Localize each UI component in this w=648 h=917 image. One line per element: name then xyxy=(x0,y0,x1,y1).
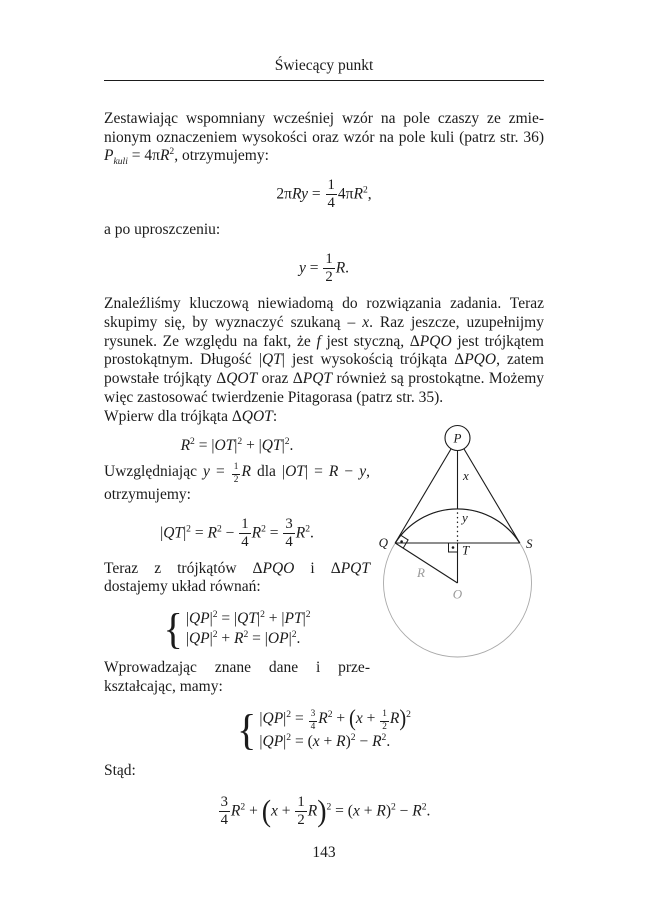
system-1-line-2: $|QP|^2 + R^2 = |OP|^2$. xyxy=(185,629,301,648)
geometry-figure xyxy=(354,411,544,679)
equation-system-2 xyxy=(104,705,544,755)
page-body xyxy=(104,110,544,828)
system-2-lines xyxy=(259,706,411,753)
paragraph-first-triangle: Wpierw dla trójkąta ΔQOT: xyxy=(104,407,278,425)
paragraph-transform: Wprowadzając znane dane i przekształcając, mamy: xyxy=(104,659,370,696)
paragraph-hence: Stąd: xyxy=(104,762,136,780)
equation-cap-area: 2πRy = $\frac{1}{4}$ $4\pi R^2$, xyxy=(276,177,372,212)
page-number: 143 xyxy=(312,844,336,862)
label-O: O xyxy=(452,586,463,602)
system-1-brace: { xyxy=(163,604,183,653)
system-1-lines xyxy=(186,609,311,649)
tangent-line-PS xyxy=(458,438,520,543)
label-R: R xyxy=(417,564,425,580)
right-angle-dot-Q xyxy=(400,540,403,543)
equation-system-1 xyxy=(104,604,370,653)
running-title: Świecący punkt xyxy=(274,57,374,74)
label-x: x xyxy=(463,467,469,483)
label-y: y xyxy=(462,509,468,525)
page-footer xyxy=(104,844,544,863)
equation-final: $\frac{3}{4}$ $R^2 + (x$ + $\frac{1}{2}$ $R)^2 = (x + R)^2 - R^2$. xyxy=(220,793,431,829)
header-rule xyxy=(104,80,544,81)
system-1-line-1: $|QP|^2 = |QT|^2 + |PT|^2$ xyxy=(185,609,311,628)
equation-qt-squared: $|QT|^2 = R^2$ − $\frac{1}{4}$ $R^2$ = $\frac{3}{4}$ $R^2$. xyxy=(160,515,314,550)
paragraph-simplify: a po uproszczeniu: xyxy=(104,221,221,239)
document-page xyxy=(104,0,544,863)
cap-arc xyxy=(395,509,520,543)
label-P: P xyxy=(453,430,462,446)
narrow-text-column xyxy=(104,408,370,697)
paragraph-substitute: Uwzględniając y = $\frac{1}{2}$ R dla |OT| = R − y, otrzymujemy: xyxy=(104,462,370,503)
system-2-line-1: $|QP|^2$ = $\frac{3}{4}$ $R^2 + (x$ + $\frac{1}{2}$ R)$^2$ xyxy=(259,706,411,732)
label-T: T xyxy=(462,542,470,558)
two-column-section xyxy=(104,408,544,697)
system-2 xyxy=(237,705,411,755)
label-Q: Q xyxy=(378,534,388,550)
paragraph-intro: Zestawiając wspomniany wcześniej wzór na pole czaszy ze zmienionym oznaczeniem wysokości oraz wzór na pole kuli (patrz str. 36) $P_{kuli} = 4\pi R^2$, otrzymujemy: xyxy=(104,109,544,168)
paragraph-triangles: Teraz z trójkątów ΔPQO i ΔPQT dostajemy układ równań: xyxy=(104,559,370,596)
page-header xyxy=(104,57,544,81)
equation-pythagoras-qot: $R^2 = |OT|^2 + |QT|^2$. xyxy=(180,435,294,454)
right-angle-dot-T xyxy=(452,546,455,549)
system-2-brace: { xyxy=(237,705,257,755)
equation-y-half-r: y = $\frac{1}{2}$ R. xyxy=(298,250,350,285)
system-1 xyxy=(163,604,311,653)
label-S: S xyxy=(526,535,533,551)
paragraph-key-unknown: Znaleźliśmy kluczową niewiadomą do rozwiązania zadania. Teraz skupimy się, by wyznaczyć szukaną – x. Raz jeszcze, uzupełnijmy rysunek. Ze względu na fakt, że f jest styczną, ΔPQO jest trójkątem prostokątnym. Długość |QT| jest wysokością trójkąta ΔPQO, zatem powstałe trójkąty ΔQOT oraz ΔPQT również są prostokątne. Możemy więc zastosować twierdzenie Pitagorasa (patrz str. 35). xyxy=(104,294,545,406)
system-2-line-2: $|QP|^2 = (x + R)^2 - R^2$. xyxy=(259,732,391,751)
tangent-line-PQ xyxy=(395,438,457,543)
